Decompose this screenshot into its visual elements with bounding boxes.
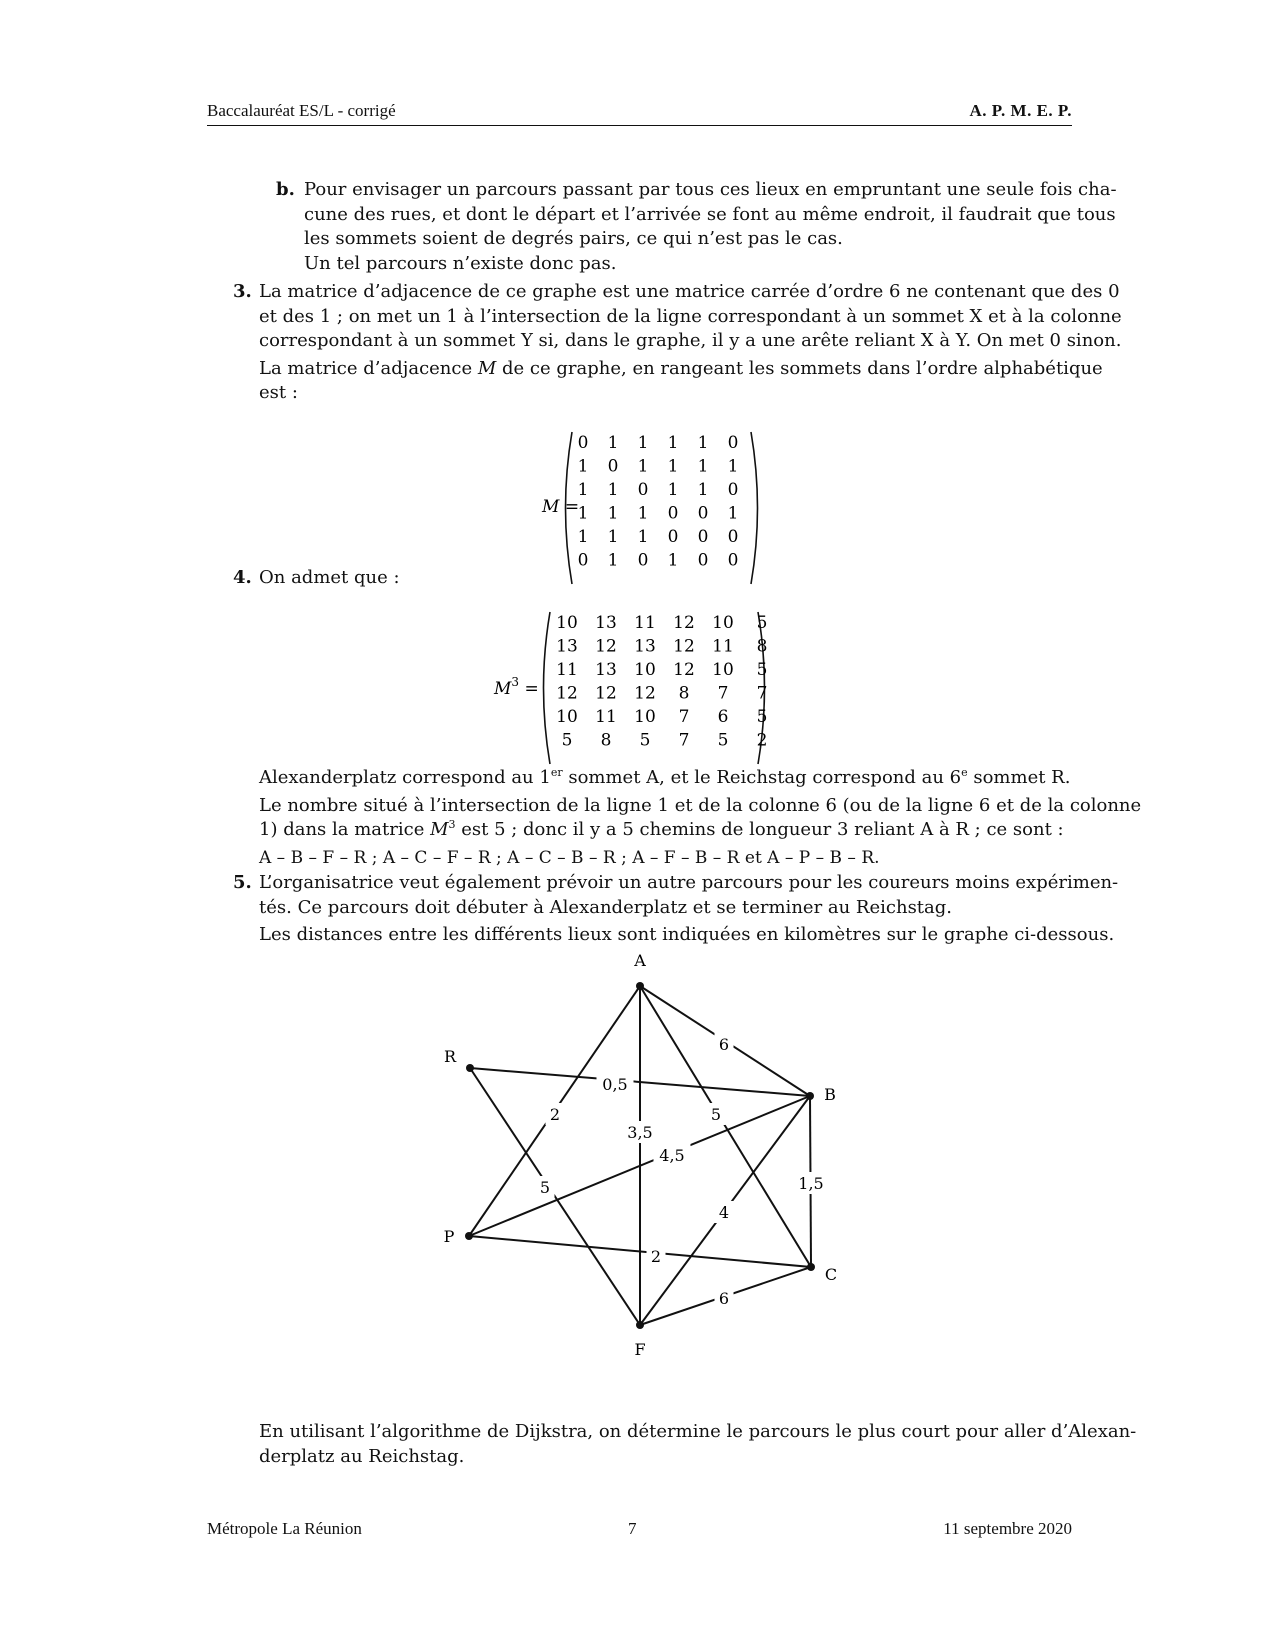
item-b-conclusion: Un tel parcours n’existe donc pas.: [304, 252, 617, 274]
edge-weight: 4,5: [659, 1146, 685, 1165]
matrix-cell: 10: [556, 707, 578, 727]
vertex-label: C: [824, 1265, 838, 1284]
graph-edge: [640, 986, 811, 1267]
matrix-cell: 0: [697, 503, 709, 524]
vertex-label: R: [443, 1047, 457, 1066]
matrix-cell: 5: [639, 730, 651, 751]
matrix-cell: 7: [717, 683, 729, 704]
matrix-cell: 1: [607, 527, 619, 547]
edge-weight: 2: [549, 1105, 561, 1124]
matrix-cell: 0: [607, 456, 619, 477]
matrix-cell: 10: [556, 613, 578, 633]
matrix-cell: 1: [667, 456, 679, 477]
matrix-cell: 1: [667, 550, 679, 571]
var-M: M: [430, 819, 449, 840]
matrix-cell: 10: [712, 613, 734, 633]
footer-right: 11 septembre 2020: [943, 1519, 1072, 1538]
item-b-line: cune des rues, et dont le départ et l’arrivée se font au même endroit, il faudrait que tous: [304, 203, 1116, 225]
matrix-cell: 8: [756, 636, 768, 657]
item-3-line-est: est :: [259, 382, 298, 403]
vertex-label: F: [634, 1340, 646, 1359]
item-b-label: b.: [276, 179, 295, 200]
item-3-text-post: de ce graphe, en rangeant les sommets dans l’ordre alphabétique: [496, 357, 1103, 379]
item-3-text-pre: La matrice d’adjacence: [259, 357, 478, 379]
footer-left: Métropole La Réunion: [207, 1519, 362, 1538]
item-5-line: L’organisatrice veut également prévoir un autre parcours pour les coureurs moins expérimen-: [259, 872, 1119, 893]
matrix-cell: 8: [600, 730, 612, 751]
matrix-cell: 1: [607, 480, 619, 500]
matrix-cell: 0: [577, 550, 589, 571]
matrix-cell: 13: [595, 660, 617, 680]
edge-weight: 6: [718, 1289, 730, 1308]
matrix-cell: 12: [595, 683, 617, 704]
matrix-cell: 11: [634, 613, 656, 633]
matrix-cell: 12: [634, 683, 656, 704]
matrix-cell: 12: [673, 660, 695, 680]
matrix-cell: 1: [637, 456, 649, 477]
matrix-cell: 13: [634, 636, 656, 657]
edge-weight: 4: [718, 1203, 730, 1222]
item-4-line-intersection: Le nombre situé à l’intersection de la ligne 1 et de la colonne 6 (ou de la ligne 6 et de la colonne: [259, 794, 1142, 816]
item-4-intro: On admet que :: [259, 567, 400, 588]
matrix-cell: 7: [678, 707, 690, 727]
matrix-cell: 1: [637, 503, 649, 524]
item-4-sup-e: e: [961, 766, 968, 779]
matrix-cell: 1: [577, 503, 589, 524]
graph-vertex: [466, 1064, 474, 1072]
item-5-after-line: derplatz au Reichstag.: [259, 1445, 465, 1467]
graph-edges: [469, 986, 811, 1325]
matrix-cell: 1: [637, 527, 649, 547]
item-4-l1b: sommet A, et le Reichstag correspond au 6: [562, 767, 962, 788]
item-5-line-distances: Les distances entre les différents lieux sont indiquées en kilomètres sur le graphe ci-dessous.: [259, 924, 1115, 945]
matrix-cell: 1: [697, 433, 709, 453]
matrix-cell: 11: [712, 636, 734, 657]
matrix-cell: 1: [577, 456, 589, 477]
matrix-M3-name: $M^3$ =: [494, 675, 539, 699]
item-b-line: les sommets soient de degrés pairs, ce qui n’est pas le cas.: [304, 228, 843, 249]
matrix-cell: 10: [634, 707, 656, 727]
matrix-cell: 0: [637, 480, 649, 500]
vertex-label: A: [634, 951, 646, 970]
matrix-cell: 1: [667, 433, 679, 453]
item-4-l3a: 1) dans la matrice: [259, 819, 431, 840]
matrix-cell: 2: [756, 730, 768, 751]
item-4-l1a: Alexanderplatz correspond au 1: [259, 767, 551, 788]
graph-vertex: [806, 1092, 814, 1100]
matrix-cell: 0: [727, 480, 739, 500]
matrix-cell: 10: [634, 660, 656, 680]
matrix-cell: 12: [595, 636, 617, 657]
matrix-cell: 0: [697, 527, 709, 547]
graph-vertex: [465, 1232, 473, 1240]
matrix-cell: 5: [756, 660, 768, 680]
item-3-line: et des 1 ; on met un 1 à l’intersection de la ligne correspondant à un sommet X et à la colonne: [259, 305, 1122, 327]
matrix-cell: 0: [727, 527, 739, 547]
edge-weight: 5: [710, 1105, 722, 1124]
item-4-label: 4.: [233, 567, 252, 588]
matrix-cell: 12: [673, 613, 695, 633]
item-4-l1c: sommet R.: [967, 767, 1071, 788]
edge-weight: 5: [539, 1178, 551, 1197]
item-5-line: tés. Ce parcours doit débuter à Alexanderplatz et se terminer au Reichstag.: [259, 896, 953, 918]
matrix-cell: 0: [727, 550, 739, 571]
matrix-M-name: M =: [542, 497, 580, 517]
matrix-cell: 1: [577, 527, 589, 547]
matrix-cell: 0: [697, 550, 709, 571]
matrix-cell: 5: [717, 730, 729, 751]
item-b-line: Pour envisager un parcours passant par tous ces lieux en empruntant une seule fois cha-: [304, 179, 1117, 200]
item-4-exp: 3: [448, 818, 456, 831]
matrix-cell: 1: [637, 433, 649, 453]
matrix-cell: 5: [561, 730, 573, 751]
matrix-cell: 1: [667, 480, 679, 500]
item-5-conclusion: [259, 1420, 1137, 1469]
edge-weight: 3,5: [627, 1123, 653, 1142]
edge-weight: 1,5: [798, 1174, 824, 1193]
matrix-cell: 7: [756, 683, 768, 704]
matrix-cell: 10: [712, 660, 734, 680]
matrix-cell: 0: [667, 527, 679, 547]
matrix-cell: 11: [595, 707, 617, 727]
header-right: A. P. M. E. P.: [969, 101, 1072, 120]
matrix-cell: 0: [667, 503, 679, 524]
matrix-cell: 1: [697, 480, 709, 500]
matrix-cell: 1: [577, 480, 589, 500]
header-left: Baccalauréat ES/L - corrigé: [207, 101, 396, 120]
matrix-cell: 13: [595, 613, 617, 633]
edge-weight: 0,5: [602, 1075, 628, 1094]
matrix-cell: 12: [673, 636, 695, 657]
graph-vertex: [807, 1263, 815, 1271]
matrix-cell: 0: [577, 433, 589, 453]
matrix-cell: 1: [697, 456, 709, 477]
matrix-cell: 1: [607, 550, 619, 571]
graph-vertex: [636, 1321, 644, 1329]
edge-weight: 2: [650, 1247, 662, 1266]
matrix-cell: 11: [556, 660, 578, 680]
matrix-cell: 1: [607, 433, 619, 453]
item-5-after-line: En utilisant l’algorithme de Dijkstra, on détermine le parcours le plus court pour aller d’Alexan-: [259, 1421, 1137, 1442]
matrix-cell: 7: [678, 730, 690, 751]
matrix-cell: 1: [727, 503, 739, 524]
edge-weight: 6: [718, 1035, 730, 1054]
item-3-line: correspondant à un sommet Y si, dans le graphe, il y a une arête reliant X à Y. On met 0 sinon.: [259, 330, 1122, 351]
page-number: 7: [628, 1519, 637, 1538]
matrix-cell: 5: [756, 613, 768, 633]
matrix-cell: 5: [756, 707, 768, 727]
matrix-cell: 8: [678, 683, 690, 704]
var-M: M: [477, 357, 497, 379]
vertex-label: B: [824, 1085, 836, 1104]
matrix-cell: 0: [727, 433, 739, 453]
matrix-cell: 0: [637, 550, 649, 571]
item-4-l3b: est 5 ; donc il y a 5 chemins de longueur 3 reliant A à R ; ce sont :: [455, 819, 1064, 840]
item-3-label: 3.: [233, 281, 252, 302]
matrix-cell: 1: [607, 503, 619, 524]
item-4-line-paths: A – B – F – R ; A – C – F – R ; A – C – B – R ; A – F – B – R et A – P – B – R.: [259, 847, 880, 868]
matrix-cell: 1: [727, 456, 739, 477]
graph-vertex: [636, 982, 644, 990]
matrix-cell: 6: [717, 707, 729, 727]
item-3-line: La matrice d’adjacence de ce graphe est une matrice carrée d’ordre 6 ne contenant que des 0: [259, 281, 1120, 302]
matrix-cell: 12: [556, 683, 578, 704]
item-5-label: 5.: [233, 872, 252, 893]
item-4-sup-er: er: [550, 766, 563, 779]
vertex-label: P: [443, 1227, 455, 1246]
matrix-cell: 13: [556, 636, 578, 657]
